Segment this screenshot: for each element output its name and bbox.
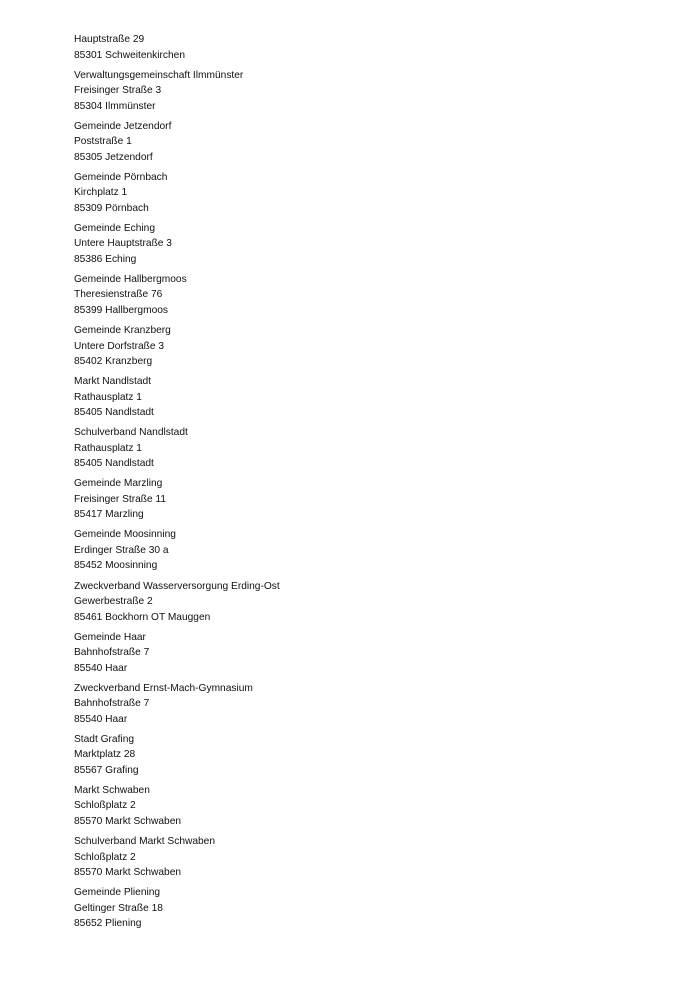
address-line: 85405 Nandlstadt xyxy=(74,407,154,419)
address-line: Schulverband Nandlstadt xyxy=(74,427,188,439)
address-entry xyxy=(74,68,674,115)
address-line: Kirchplatz 1 xyxy=(74,187,128,199)
address-line: 85570 Markt Schwaben xyxy=(74,867,182,878)
address-line: 85405 Nandlstadt xyxy=(74,458,154,470)
address-line: 85417 Marzling xyxy=(74,509,144,521)
address-entry xyxy=(74,272,674,319)
address-entry xyxy=(74,374,674,421)
address-line: 85652 Pliening xyxy=(74,918,142,930)
address-entry xyxy=(74,221,674,268)
address-line: Hauptstraße 29 xyxy=(74,34,145,45)
address-entry xyxy=(74,783,674,830)
address-line: 85540 Haar xyxy=(74,662,128,674)
address-line: Schulverband Markt Schwaben xyxy=(74,836,216,847)
address-entry xyxy=(74,681,674,728)
address-line: Rathausplatz 1 xyxy=(74,442,142,454)
address-line: Gemeinde Haar xyxy=(74,631,146,643)
address-line: Schloßplatz 2 xyxy=(74,851,136,863)
address-line: Marktplatz 28 xyxy=(74,749,136,761)
address-entry xyxy=(74,834,674,881)
address-entry xyxy=(74,170,674,217)
address-entry xyxy=(74,579,674,626)
address-line: 85540 Haar xyxy=(74,713,128,725)
address-line: Freisinger Straße 11 xyxy=(74,493,167,505)
address-line: Geltinger Straße 18 xyxy=(74,902,163,914)
address-line: Gemeinde Pliening xyxy=(74,887,161,899)
address-line: Schloßplatz 2 xyxy=(74,800,136,812)
address-line: 85309 Pörnbach xyxy=(74,202,149,214)
address-line: Untere Dorfstraße 3 xyxy=(74,340,165,352)
address-line: Zweckverband Wasserversorgung Erding-Ost xyxy=(74,580,280,592)
address-line: Zweckverband Ernst-Mach-Gymnasium xyxy=(74,682,253,694)
address-line: 85399 Hallbergmoos xyxy=(74,304,169,316)
address-line: Markt Nandlstadt xyxy=(74,376,152,388)
address-line: 85304 Ilmmünster xyxy=(74,100,156,112)
address-line: Gewerbestraße 2 xyxy=(74,596,153,608)
address-line: Rathausplatz 1 xyxy=(74,391,142,403)
address-line: Gemeinde Kranzberg xyxy=(74,325,171,337)
address-line: Gemeinde Moosinning xyxy=(74,529,176,541)
address-entry xyxy=(74,527,674,574)
address-line: Untere Hauptstraße 3 xyxy=(74,238,172,250)
address-line: Bahnhofstraße 7 xyxy=(74,647,150,659)
address-line: 85570 Markt Schwaben xyxy=(74,815,182,827)
address-line: Theresienstraße 76 xyxy=(74,289,163,301)
address-line: Markt Schwaben xyxy=(74,784,150,796)
address-line: Bahnhofstraße 7 xyxy=(74,698,150,710)
address-line: 85386 Eching xyxy=(74,253,137,265)
address-list xyxy=(74,32,674,936)
address-line: 85567 Grafing xyxy=(74,764,139,776)
address-entry xyxy=(74,885,674,932)
address-entry xyxy=(74,476,674,523)
address-line: Gemeinde Hallbergmoos xyxy=(74,273,187,285)
address-line: Gemeinde Marzling xyxy=(74,478,163,490)
address-line: Erdinger Straße 30 a xyxy=(74,544,169,556)
address-entry xyxy=(74,119,674,166)
address-line: Gemeinde Jetzendorf xyxy=(74,120,172,132)
address-line: 85305 Jetzendorf xyxy=(74,151,153,163)
address-line: Gemeinde Pörnbach xyxy=(74,171,168,183)
address-entry xyxy=(74,425,674,472)
address-line: Verwaltungsgemeinschaft Ilmmünster xyxy=(74,69,244,81)
address-line: Poststraße 1 xyxy=(74,136,132,148)
address-line: 85301 Schweitenkirchen xyxy=(74,49,186,61)
address-line: 85402 Kranzberg xyxy=(74,356,153,368)
address-line: 85452 Moosinning xyxy=(74,560,158,572)
address-entry xyxy=(74,32,674,63)
address-line: Freisinger Straße 3 xyxy=(74,85,162,97)
address-entry xyxy=(74,323,674,370)
address-entry xyxy=(74,732,674,779)
address-entry xyxy=(74,630,674,677)
address-line: 85461 Bockhorn OT Mauggen xyxy=(74,611,211,623)
address-line: Stadt Grafing xyxy=(74,733,135,745)
address-line: Gemeinde Eching xyxy=(74,222,155,234)
